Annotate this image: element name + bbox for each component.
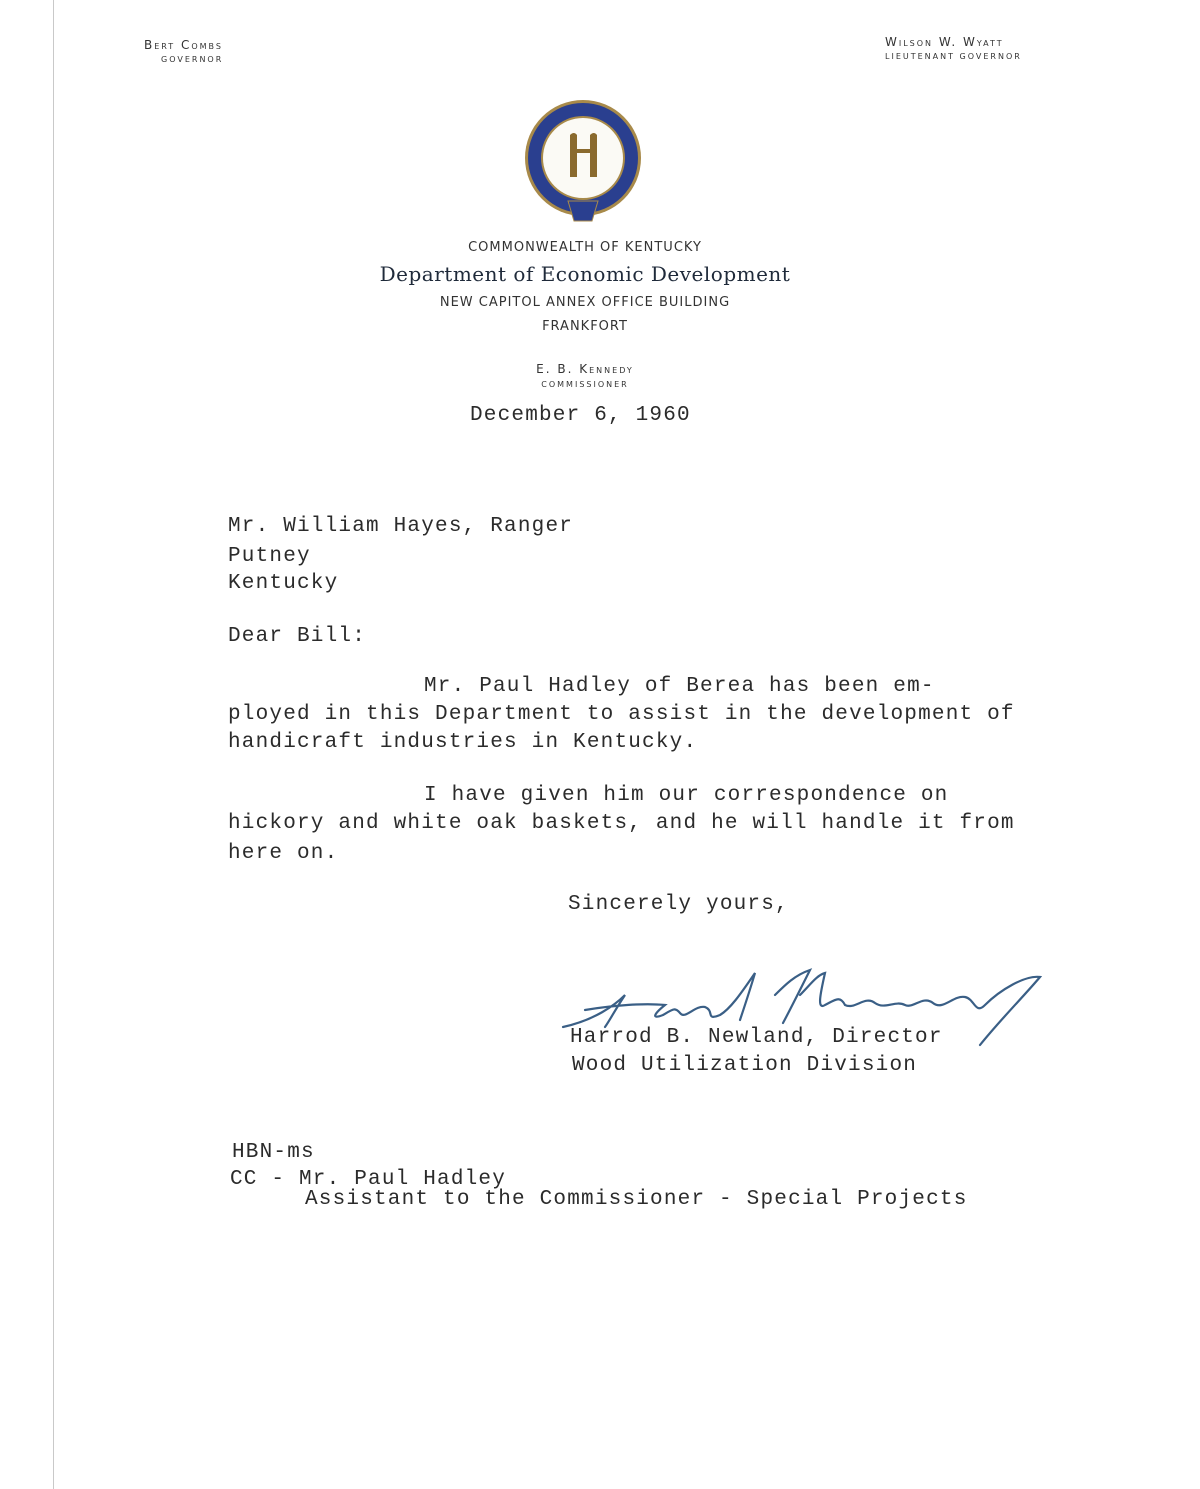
state-name: COMMONWEALTH OF KENTUCKY	[468, 240, 702, 255]
typist-initials: HBN-ms	[232, 1141, 315, 1164]
lt-governor-name: Wilson W. Wyatt	[885, 35, 1004, 49]
department-name: Department of Economic Development	[379, 262, 791, 286]
page-margin-line	[53, 0, 54, 1489]
cc-line: CC - Mr. Paul Hadley	[230, 1168, 507, 1191]
closing: Sincerely yours,	[568, 893, 789, 916]
commissioner-name: E. B. Kennedy	[536, 362, 634, 376]
kentucky-seal-logo	[520, 97, 646, 229]
building-name: NEW CAPITOL ANNEX OFFICE BUILDING	[439, 295, 731, 310]
governor-name: Bert Combs	[144, 38, 223, 52]
commissioner-title: COMMISSIONER	[541, 380, 629, 389]
paragraph-line: hickory and white oak baskets, and he will handle it from	[228, 812, 1015, 835]
lt-governor-title: LIEUTENANT GOVERNOR	[885, 52, 1022, 61]
paragraph-line: ployed in this Department to assist in the development of	[228, 703, 1015, 726]
letter-date: December 6, 1960	[470, 404, 691, 427]
paragraph-line: Mr. Paul Hadley of Berea has been em-	[424, 675, 935, 698]
salutation: Dear Bill:	[228, 625, 367, 648]
address-line: Putney	[228, 545, 311, 568]
cc-title: Assistant to the Commissioner - Special Projects	[305, 1188, 968, 1211]
paragraph-line: I have given him our correspondence on	[424, 784, 949, 807]
signer-division: Wood Utilization Division	[572, 1054, 918, 1077]
address-line: Kentucky	[228, 572, 339, 595]
signer-name: Harrod B. Newland, Director	[570, 1026, 943, 1049]
paragraph-line: handicraft industries in Kentucky.	[228, 731, 698, 754]
paragraph-line: here on.	[228, 842, 339, 865]
governor-title: GOVERNOR	[161, 55, 224, 64]
address-line: Mr. William Hayes, Ranger	[228, 515, 574, 538]
city-name: FRANKFORT	[542, 319, 628, 334]
